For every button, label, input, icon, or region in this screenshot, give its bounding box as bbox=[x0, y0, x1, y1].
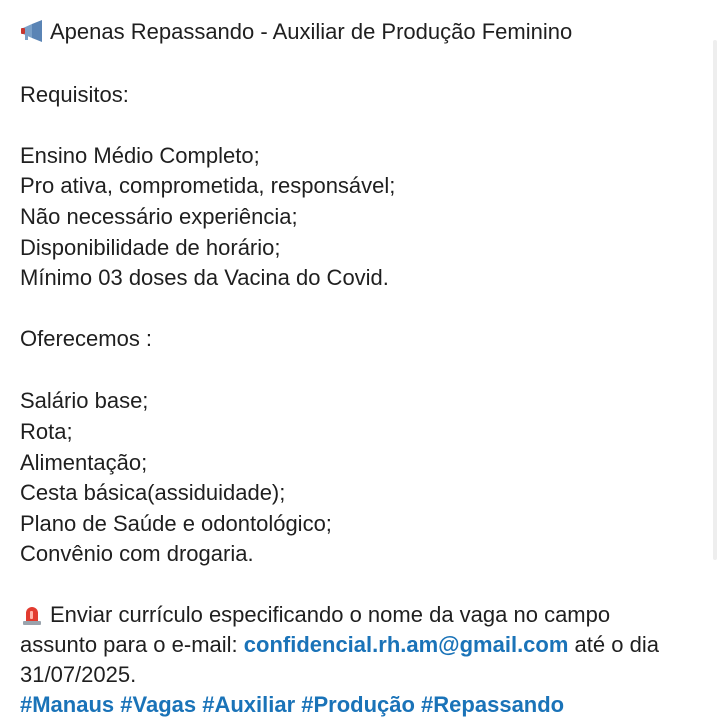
beneficio-item: Plano de Saúde e odontológico; bbox=[20, 511, 332, 536]
requisito-item: Pro ativa, comprometida, responsável; bbox=[20, 173, 396, 198]
oferecemos-header: Oferecemos : bbox=[20, 326, 153, 351]
beneficio-item: Rota; bbox=[20, 419, 73, 444]
scrollbar[interactable] bbox=[713, 40, 717, 560]
email-link[interactable]: confidencial.rh.am@gmail.com bbox=[243, 632, 569, 657]
requisito-item: Não necessário experiência; bbox=[20, 204, 298, 229]
cta-line-3: 31/07/2025. bbox=[20, 662, 137, 687]
requisito-item: Ensino Médio Completo; bbox=[20, 143, 260, 168]
hashtags[interactable]: #Manaus #Vagas #Auxiliar #Produção #Repassando bbox=[20, 692, 565, 717]
cta-line-2: assunto para o e-mail: confidencial.rh.am@gmail.com até o dia bbox=[20, 632, 659, 657]
requisitos-header: Requisitos: bbox=[20, 82, 129, 107]
beneficio-item: Salário base; bbox=[20, 388, 149, 413]
requisito-item: Mínimo 03 doses da Vacina do Covid. bbox=[20, 265, 389, 290]
siren-icon bbox=[20, 602, 46, 626]
megaphone-icon bbox=[20, 19, 46, 43]
beneficio-item: Cesta básica(assiduidade); bbox=[20, 480, 286, 505]
beneficio-item: Alimentação; bbox=[20, 450, 148, 475]
requisito-item: Disponibilidade de horário; bbox=[20, 235, 281, 260]
post-title: Apenas Repassando - Auxiliar de Produção Feminino bbox=[20, 17, 572, 47]
cta-line-1: Enviar currículo especificando o nome da vaga no campo bbox=[20, 600, 610, 630]
beneficio-item: Convênio com drogaria. bbox=[20, 541, 254, 566]
